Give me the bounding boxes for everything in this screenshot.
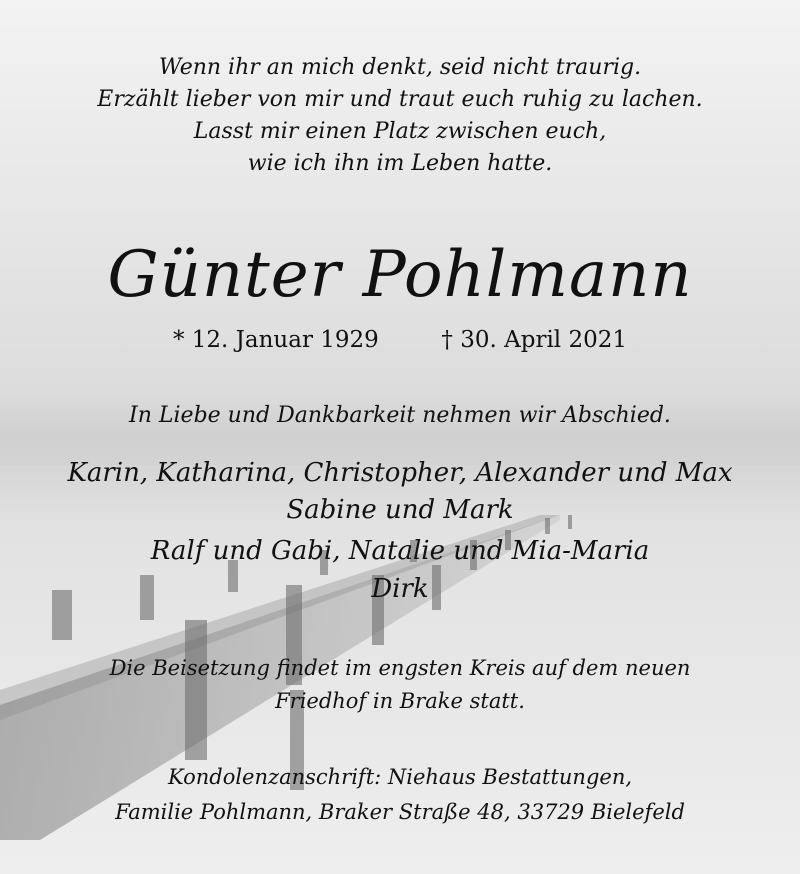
funeral-line-1: Die Beisetzung findet im engsten Kreis auf dem neuen [109, 656, 691, 680]
deceased-name: Günter Pohlmann [107, 238, 693, 312]
farewell-text: In Liebe und Dankbarkeit nehmen wir Abschied. [129, 403, 671, 428]
funeral-line-2: Friedhof in Brake statt. [275, 689, 525, 713]
condolence-line-2: Familie Pohlmann, Braker Straße 48, 33729 Bielefeld [115, 800, 685, 824]
family-line-2: Sabine und Mark [286, 495, 514, 525]
death-date: † 30. April 2021 [441, 327, 628, 353]
family-line-3: Ralf und Gabi, Natalie und Mia-Maria [150, 536, 650, 566]
family-line-1: Karin, Katharina, Christopher, Alexander und Max [67, 458, 733, 488]
poem-line-3: Lasst mir einen Platz zwischen euch, [193, 119, 607, 144]
poem-line-4: wie ich ihn im Leben hatte. [247, 151, 553, 176]
poem-line-2: Erzählt lieber von mir und traut euch ruhig zu lachen. [97, 87, 703, 112]
life-dates [0, 327, 800, 353]
poem-line-1: Wenn ihr an mich denkt, seid nicht traurig. [158, 55, 642, 80]
condolence-line-1: Kondolenzanschrift: Niehaus Bestattungen, [167, 765, 633, 789]
birth-date: * 12. Januar 1929 [172, 327, 379, 353]
family-line-4: Dirk [371, 574, 429, 604]
